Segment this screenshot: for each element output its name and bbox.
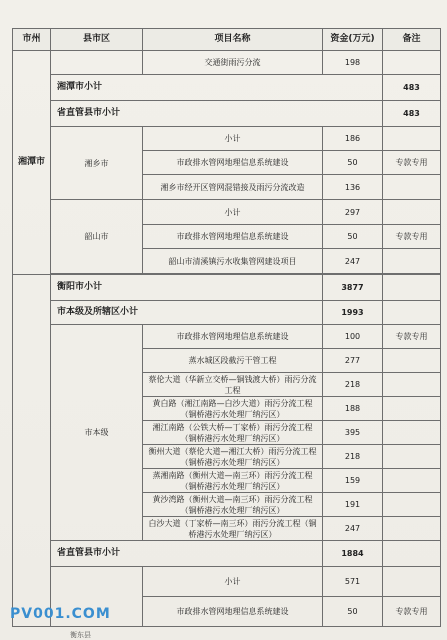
- table-row: 韶山市 小计 297: [13, 200, 441, 225]
- table-row: 蒸水城区段截污干管工程 277: [13, 349, 441, 373]
- city-cell-hengyang: [13, 275, 51, 627]
- table-row: 黄沙湾路（衡州大道—南三环）雨污分流工程（铜桥港污水处理厂纳污区） 191: [13, 493, 441, 517]
- header-county: 县市区: [51, 29, 143, 51]
- table-row: 湘乡市经开区管网混错接及雨污分流改造 136: [13, 175, 441, 200]
- header-city: 市州: [13, 29, 51, 51]
- table-row: 小计 571: [13, 567, 441, 597]
- table-row: 市本级 市政排水管网地理信息系统建设 100 专款专用: [13, 325, 441, 349]
- subtotal-fund: 1884: [323, 541, 383, 567]
- project-cell: 交通街雨污分流: [143, 51, 323, 75]
- subtotal-fund: 1993: [323, 301, 383, 325]
- subtotal-label: 省直管县市小计: [51, 101, 383, 127]
- table-row: 蒸湘南路（衡州大道—南三环）雨污分流工程（铜桥港污水处理厂纳污区） 159: [13, 469, 441, 493]
- table-row: [13, 51, 441, 75]
- county-cell-xiangxiang: 湘乡市: [51, 127, 143, 200]
- county-cell-benji: 市本级: [51, 325, 143, 541]
- header-note: 备注: [383, 29, 441, 51]
- subtotal-row: [13, 275, 441, 301]
- table-row: 衡州大道（蔡伦大道—湘江大桥）雨污分流工程（铜桥港污水处理厂纳污区） 218: [13, 445, 441, 469]
- city-cell-xiangtan: 湘潭市: [13, 51, 51, 275]
- table-row: 湘江南路（公铁大桥—丁家桥）雨污分流工程（铜桥港污水处理厂纳污区） 395: [13, 421, 441, 445]
- subtotal-row: [13, 101, 441, 127]
- table-row: 市政排水管网地理信息系统建设 50 专款专用: [13, 225, 441, 249]
- subtotal-row: [13, 75, 441, 101]
- subtotal-fund: 483: [383, 75, 441, 101]
- header-row: [13, 29, 441, 51]
- subtotal-label: 湘潭市小计: [51, 75, 383, 101]
- table-row: 市政排水管网地理信息系统建设 50 专款专用: [13, 597, 441, 627]
- subtotal-label: 衡阳市小计: [51, 275, 323, 301]
- table-row: 湘乡市 小计 186: [13, 127, 441, 151]
- table-row: 市政排水管网地理信息系统建设 50 专款专用: [13, 151, 441, 175]
- watermark: PV001.COM: [10, 606, 111, 622]
- subtotal-label: 省直管县市小计: [51, 541, 323, 567]
- county-cell-shaoshan: 韶山市: [51, 200, 143, 274]
- footer-fragment: 衡东县: [70, 631, 91, 639]
- subtotal-label: 市本级及所辖区小计: [51, 301, 323, 325]
- fund-table: [12, 28, 441, 627]
- header-fund: 资金(万元): [323, 29, 383, 51]
- table-row: 黄白路（湘江南路—白沙大道）雨污分流工程（铜桥港污水处理厂纳污区） 188: [13, 397, 441, 421]
- table-row: 蔡伦大道（华新立交桥—铜钱渡大桥）雨污分流工程 218: [13, 373, 441, 397]
- subtotal-fund: 483: [383, 101, 441, 127]
- fund-cell: 198: [323, 51, 383, 75]
- header-project: 项目名称: [143, 29, 323, 51]
- subtotal-fund: 3877: [323, 275, 383, 301]
- table-row: 白沙大道（丁家桥—南三环）雨污分流工程（铜桥港污水处理厂纳污区） 247: [13, 517, 441, 541]
- subtotal-row: [13, 301, 441, 325]
- subtotal-row: [13, 541, 441, 567]
- table-row: 韶山市清溪镇污水收集管网建设项目 247: [13, 249, 441, 274]
